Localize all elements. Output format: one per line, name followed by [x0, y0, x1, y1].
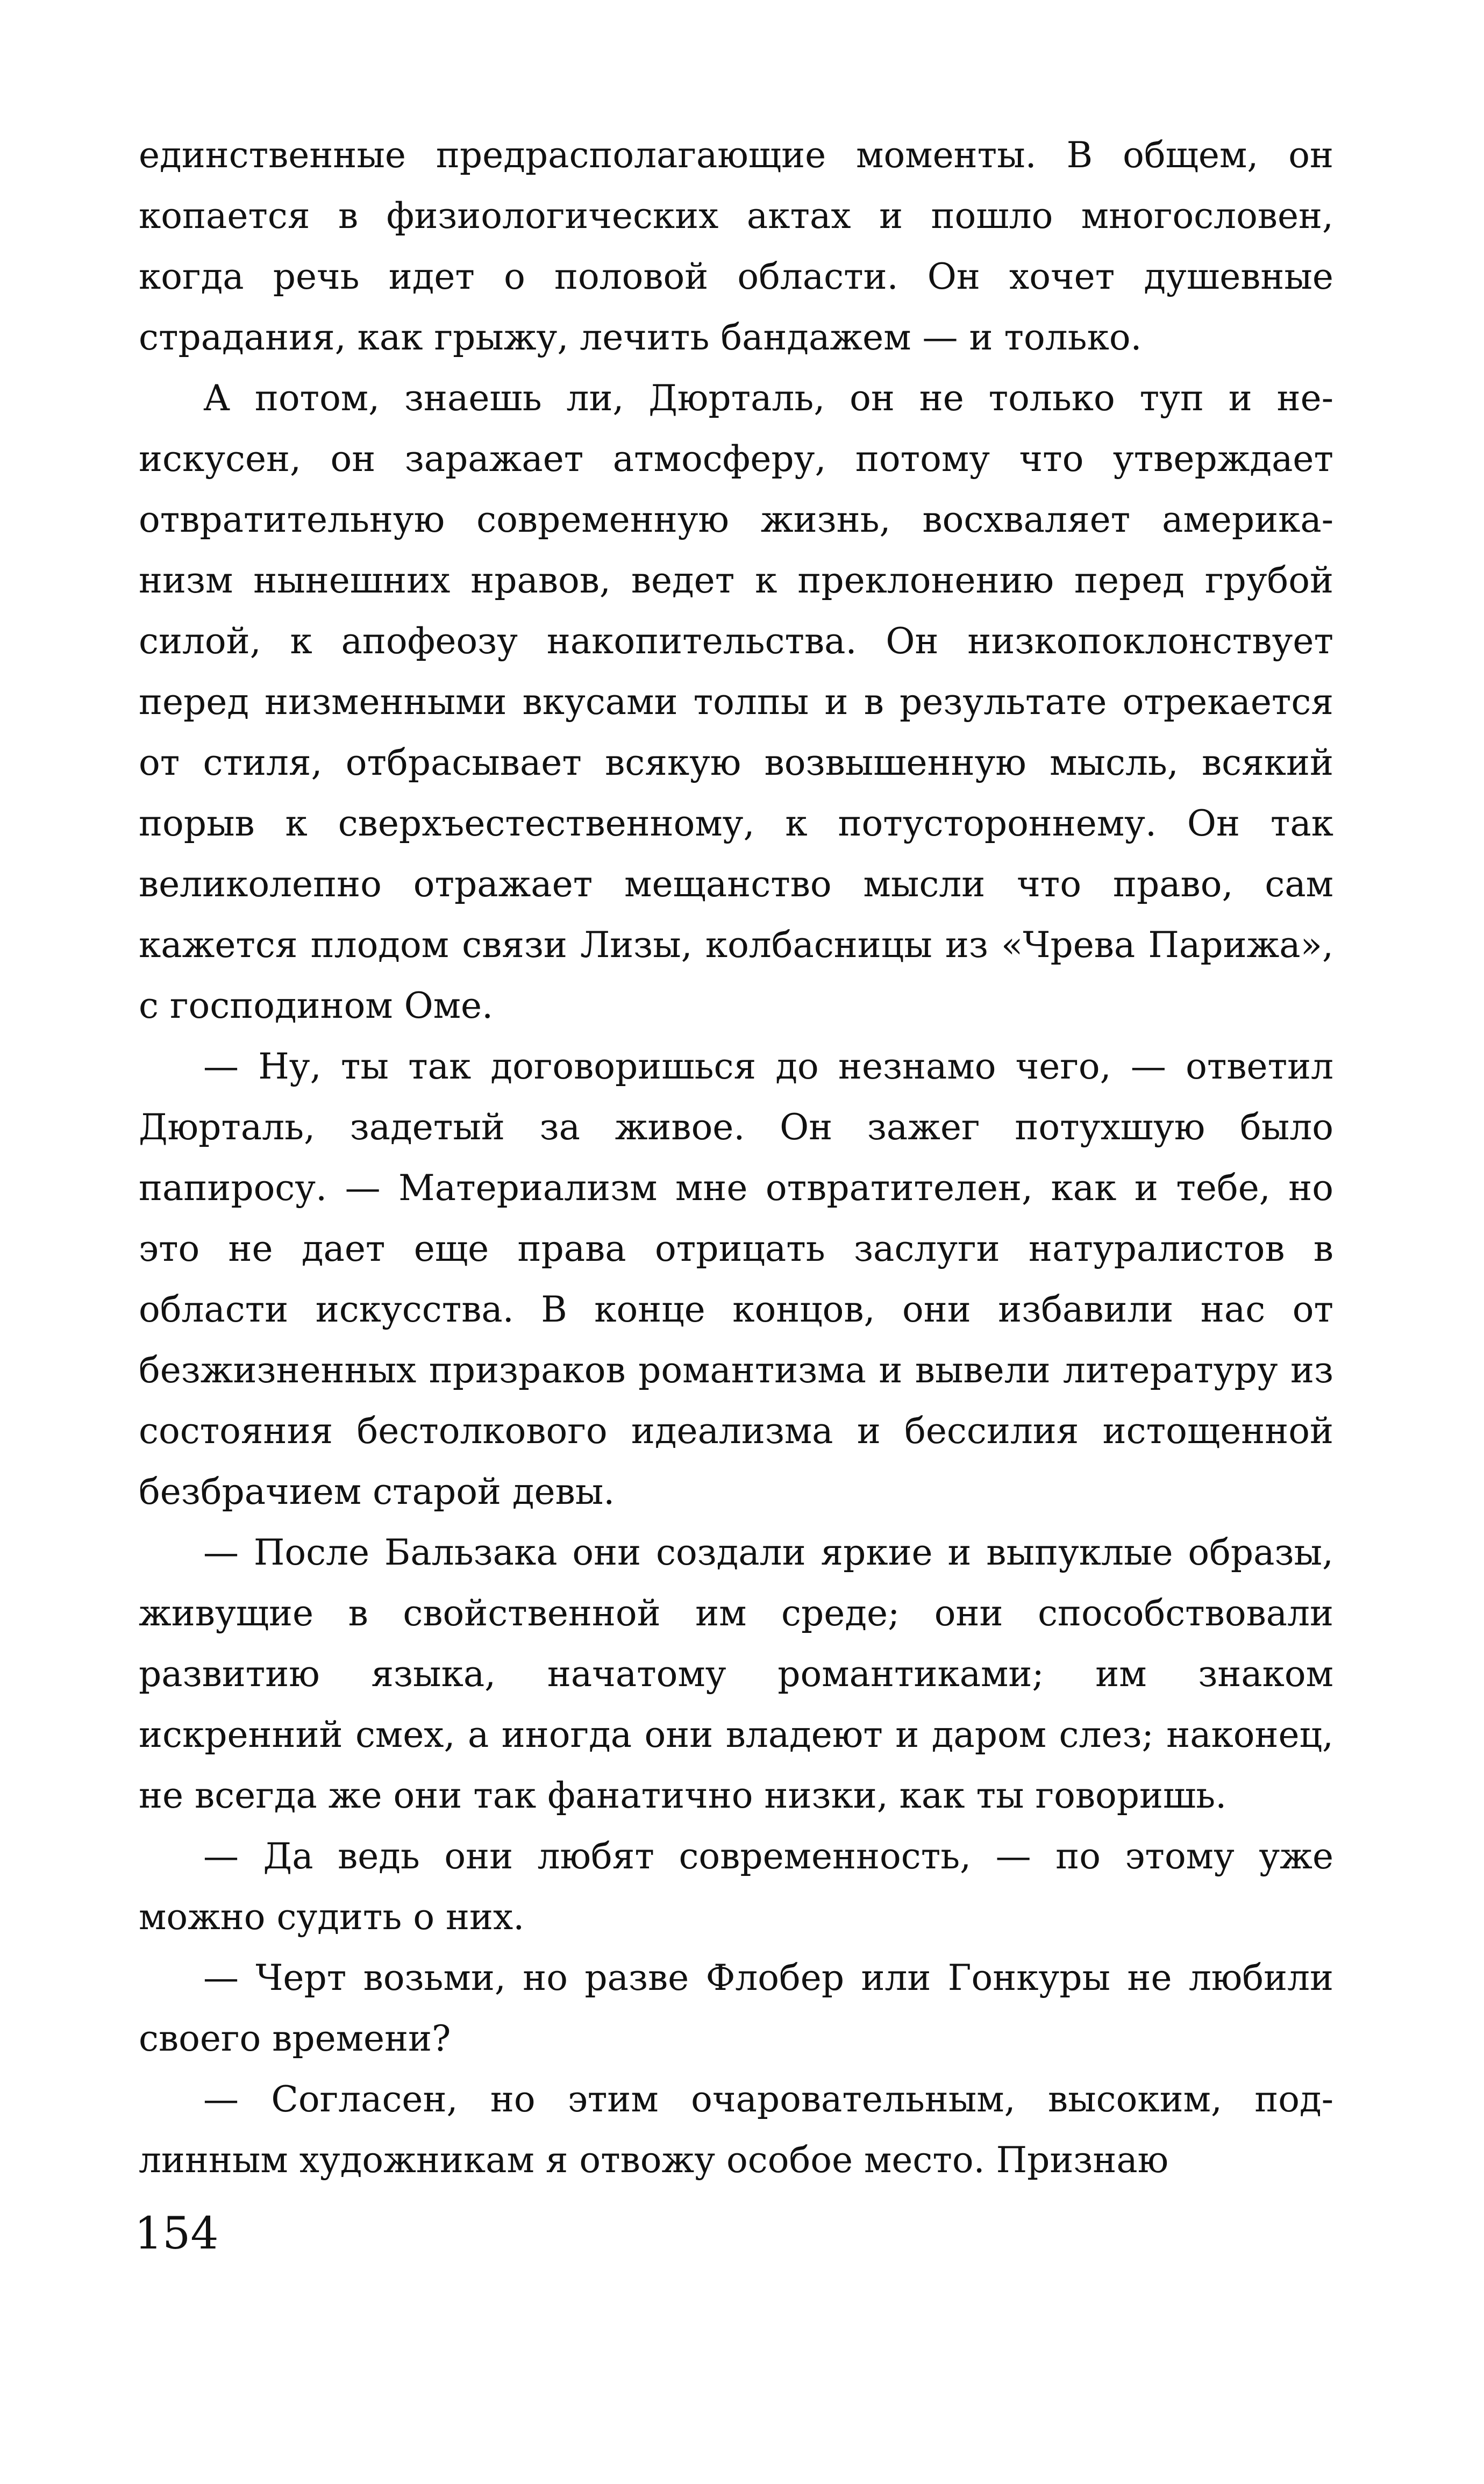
page-text: [139, 125, 1333, 2190]
paragraph-7: — Согласен, но этим очаровательным, высоким, подлинным художникам я отвожу особое место. Признаю: [139, 2079, 1333, 2181]
paragraph-6: — Черт возьми, но разве Флобер или Гонкуры не любили своего времени?: [139, 1957, 1333, 2059]
paragraph-1: единственные предрасполагающие моменты. В общем, он копается в физиологических актах и пошло многословен, когда речь идет о половой области. Он хочет душевные страдания, как грыжу, лечить бандажем — и только.: [139, 134, 1333, 358]
paragraph-3: — Ну, ты так договоришься до незнамо чего, — ответил Дюрталь, задетый за живое. Он зажег потухшую было папиросу. — Материализм мне отвратителен, как и тебе, но это не дает еще права отрицать заслуги натуралистов в области искусства. В конце концов, они избавили нас от безжизненных призраков романтизма и вывели литературу из состояния бестолкового идеализма и бессилия истощенной безбрачием старой девы.: [139, 1046, 1333, 1512]
page-number: 154: [134, 2208, 219, 2259]
paragraph-5: — Да ведь они любят современность, — по этому уже можно судить о них.: [139, 1836, 1333, 1938]
paragraph-2: А потом, знаешь ли, Дюрталь, он не только туп и неискусен, он заражает атмосферу, потому что утверждает отвратительную современную жизнь, восхваляет американизм нынешних нравов, ведет к преклонению перед грубой силой, к апофеозу накопительства. Он низкопоклонствует перед низменными вкусами толпы и в результате отрекается от стиля, отбрасывает всякую возвышенную мысль, всякий порыв к сверхъестественному, к потустороннему. Он так великолепно отражает мещанство мысли что право, сам кажется плодом связи Лизы, колбасницы из «Чрева Парижа», с господином Оме.: [139, 377, 1333, 1026]
paragraph-4: — После Бальзака они создали яркие и выпуклые образы, живущие в свойственной им среде; они способствовали развитию языка, начатому романтиками; им знаком искренний смех, а иногда они владеют и даром слез; наконец, не всегда же они так фанатично низки, как ты говоришь.: [139, 1532, 1333, 1816]
